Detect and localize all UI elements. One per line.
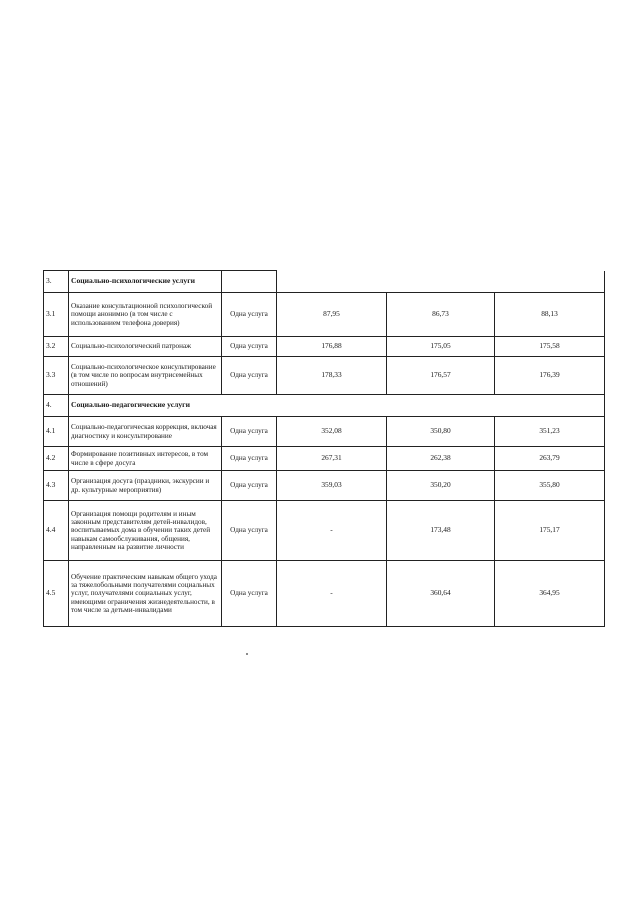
value-cell-1: 352,08 — [277, 417, 387, 447]
value-cell-1: 267,31 — [277, 447, 387, 471]
service-name: Социально-педагогическая коррекция, включая диагностику и консультирование — [69, 417, 222, 447]
value-cell-1: 176,88 — [277, 337, 387, 357]
row-number: 3.2 — [44, 337, 69, 357]
scan-speck — [246, 653, 248, 655]
value-cell-2: 175,05 — [387, 337, 495, 357]
table-row — [44, 501, 605, 561]
unit-cell: Одна услуга — [222, 561, 277, 627]
value-cell-2: 262,38 — [387, 447, 495, 471]
row-number: 4.1 — [44, 417, 69, 447]
table-row — [44, 293, 605, 337]
row-number: 3.1 — [44, 293, 69, 337]
service-name: Оказание консультационной психологической помощи анонимно (в том числе с использованием телефона доверия) — [69, 293, 222, 337]
empty-cell — [277, 271, 605, 293]
value-cell-3: 355,80 — [495, 471, 605, 501]
value-cell-3: 175,17 — [495, 501, 605, 561]
value-cell-3: 351,23 — [495, 417, 605, 447]
service-name: Социально-психологическое консультирование (в том числе по вопросам внутрисемейных отношений) — [69, 357, 222, 395]
value-cell-2: 350,80 — [387, 417, 495, 447]
section-title: Социально-педагогические услуги — [69, 395, 605, 417]
service-name: Формирование позитивных интересов, в том числе в сфере досуга — [69, 447, 222, 471]
table-row — [44, 561, 605, 627]
table-row — [44, 447, 605, 471]
table-row — [44, 337, 605, 357]
row-number: 4. — [44, 395, 69, 417]
value-cell-1: 359,03 — [277, 471, 387, 501]
unit-cell: Одна услуга — [222, 471, 277, 501]
value-cell-1: 178,33 — [277, 357, 387, 395]
service-name: Организация помощи родителям и иным законным представителям детей-инвалидов, воспитываемых дома в обучении таких детей навыкам самообслуживания, общения, направленным на развитие личности — [69, 501, 222, 561]
unit-cell: Одна услуга — [222, 501, 277, 561]
unit-cell: Одна услуга — [222, 293, 277, 337]
value-cell-3: 88,13 — [495, 293, 605, 337]
value-cell-3: 364,95 — [495, 561, 605, 627]
table-row — [44, 417, 605, 447]
value-cell-3: 176,39 — [495, 357, 605, 395]
empty-cell — [222, 271, 277, 293]
value-cell-3: 263,79 — [495, 447, 605, 471]
value-cell-2: 173,48 — [387, 501, 495, 561]
row-number: 4.4 — [44, 501, 69, 561]
tariff-table — [43, 270, 605, 627]
row-number: 4.2 — [44, 447, 69, 471]
value-cell-3: 175,58 — [495, 337, 605, 357]
unit-cell: Одна услуга — [222, 417, 277, 447]
service-name: Социально-психологический патронаж — [69, 337, 222, 357]
row-number: 3. — [44, 271, 69, 293]
unit-cell: Одна услуга — [222, 447, 277, 471]
unit-cell: Одна услуга — [222, 357, 277, 395]
value-cell-2: 176,57 — [387, 357, 495, 395]
row-number: 4.3 — [44, 471, 69, 501]
service-name: Обучение практическим навыкам общего ухода за тяжелобольными получателями социальных услуг, получателями социальных услуг, имеющими ограничения жизнедеятельности, в том числе за детьми-инвалидами — [69, 561, 222, 627]
value-cell-2: 350,20 — [387, 471, 495, 501]
table-row — [44, 271, 605, 293]
section-title: Социально-психологические услуги — [69, 271, 222, 293]
value-cell-1: - — [277, 561, 387, 627]
unit-cell: Одна услуга — [222, 337, 277, 357]
table-row — [44, 395, 605, 417]
row-number: 4.5 — [44, 561, 69, 627]
table-row — [44, 357, 605, 395]
table-row — [44, 471, 605, 501]
table-body — [44, 271, 605, 627]
row-number: 3.3 — [44, 357, 69, 395]
value-cell-1: - — [277, 501, 387, 561]
value-cell-2: 86,73 — [387, 293, 495, 337]
value-cell-2: 360,64 — [387, 561, 495, 627]
service-name: Организация досуга (праздники, экскурсии и др. культурные мероприятия) — [69, 471, 222, 501]
value-cell-1: 87,95 — [277, 293, 387, 337]
